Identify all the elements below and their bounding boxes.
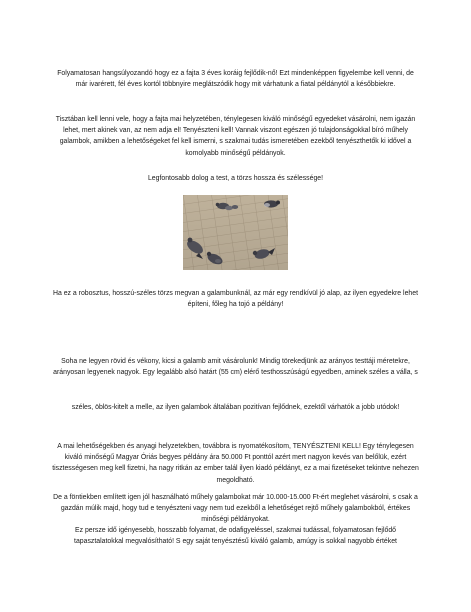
paragraph-process: Ez persze idő igényesebb, hosszabb folyamat, de odafigyeléssel, szakmai tudással, folyamatosan fejlődő tapasztalatokkal megvalósítható! S egy saját tenyésztésű kiváló galamb, amúgy is sokkal nagyobb értéket — [74, 527, 397, 546]
paragraph-breed-price: A mai lehetőségekben és anyagi helyzetekben, továbbra is nyomatékosítom, TENYÉSZTENI KELL! Egy ténylegesen kiváló minőségű Magyar Óriás begyes példány ára 50.000 Ft ponttól azért mert nagyon kevés van belőlük, ezért tisztességesen meg kell fizetni, ha nagy ritkán az ember talál ilyen kiadó példányt, ez a mai fizetéseket tekintve nehezen megoldható. — [52, 443, 419, 484]
paragraph-intro: Folyamatosan hangsúlyozandó hogy ez a fajta 3 éves koráig fejlődik-nő! Ezt mindenképpen figyelembe kell venni, de már ivarérett, fél éves kortól többnyire meglátszódik hogy mit várhatunk a fiatal példánytól a későbbiekre. — [57, 70, 414, 89]
pigeon-photo — [183, 195, 288, 270]
paragraph-workshop-pigeons: De a föntiekben említett igen jól használható műhely galambokat már 10.000-15.000 Ft-ért meglehet vásárolni, s csak a gazdán múlik majd, hogy tud e tenyészteni vagy nem tud ezekből a lehetőséget rejtő műhely galambokból, értékes minőségi példányokat. — [53, 494, 418, 524]
paragraph-key-point: Legfontosabb dolog a test, a törzs hossza és szélessége! — [147, 175, 324, 182]
paragraph-chest: széles, öblös-kitelt a melle, az ilyen galambok általában pozitívan fejlődnek, ezektől várhatók a jobb utódok! — [71, 404, 400, 411]
paragraph-breeding: Tisztában kell lenni vele, hogy a fajta mai helyzetében, ténylegesen kiváló minőségű egyedeket vásárolni, nem igazán lehet, mert akinek van, az nem adja el! Tenyészteni kell! Vannak viszont egészen jó tulajdonságokkal bíró műhely galambok, amikben a lehetőségeket fel kell ismerni, s szakmai tudás ismeretében ezekből tenyészthetők ki idővel a komolyabb minőségű példányok. — [55, 116, 416, 157]
paragraph-robust-body: Ha ez a robosztus, hosszú-széles törzs megvan a galambunknál, az már egy rendkívül jó alap, az ilyen egyedekre lehet építeni, főleg ha tojó a példány! — [52, 290, 418, 309]
paragraph-size: Soha ne legyen rövid és vékony, kicsi a galamb amit vásárolunk! Mindig törekedjünk az arányos testtáji méretekre, arányosan legyenek nagyok. Egy legalább alsó határt (55 cm) elérő testhosszúságú egyedben, aminek széles a válla, s — [53, 358, 418, 377]
